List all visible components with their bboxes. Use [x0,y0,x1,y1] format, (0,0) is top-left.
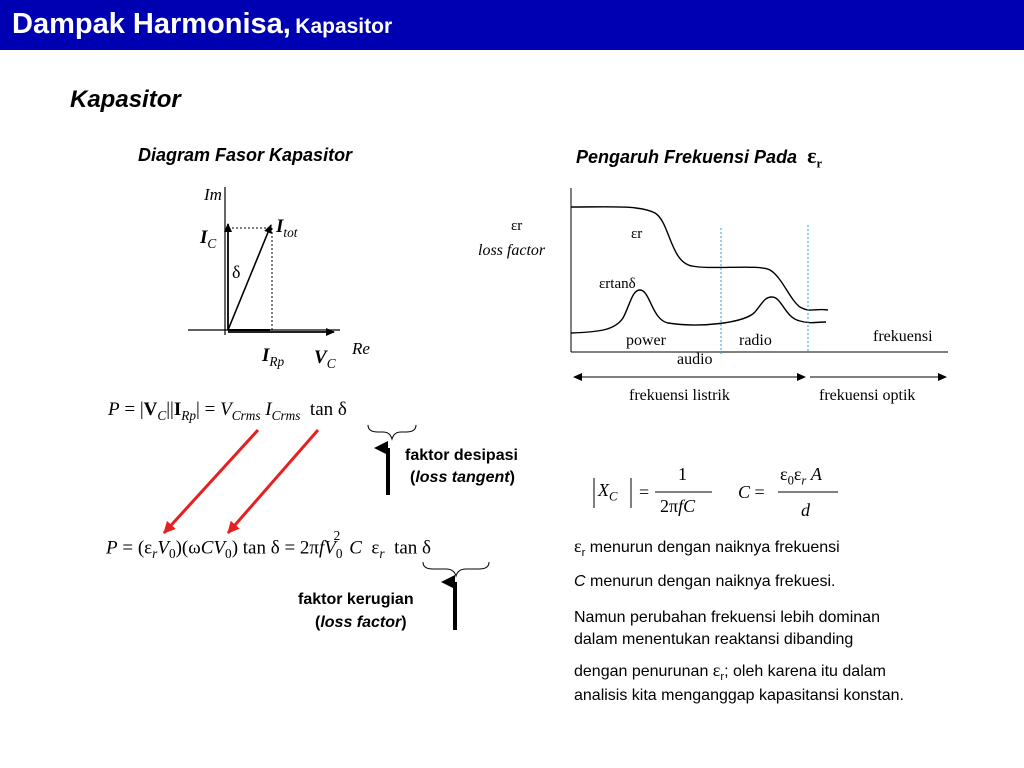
delta-angle-label: δ [232,262,241,282]
im-axis-label: Im [204,185,222,204]
xc-formula-left: $X_C$ [598,480,618,504]
c-numerator: $\varepsilon_0\varepsilon_r$ A [780,464,822,488]
red-arrow-left [164,430,258,533]
frequency-axis-label: frekuensi [873,328,933,345]
section-title: Kapasitor [70,86,181,113]
radio-peak-label: radio [739,332,772,349]
audio-label: audio [677,351,713,368]
ic-label: $I_C$ [200,227,217,251]
dissipation-factor-label: faktor desipasi [405,447,518,464]
red-arrow-right [228,430,318,533]
brace-tan-delta [368,425,416,439]
note-paragraph-line-4: analisis kita menganggap kapasitansi konstan. [574,687,904,704]
brace-er-tan-delta [423,562,489,576]
c-denominator: d [801,500,810,520]
freq-graph-title: Pengaruh Frekuensi Pada $\varepsilon_r$ [576,143,823,171]
xc-numerator: 1 [678,464,687,484]
er-curve [571,207,828,310]
note-paragraph-line-1: Namun perubahan frekuensi lebih dominan [574,609,880,626]
range-optik-label: frekuensi optik [819,387,916,404]
er-tan-delta-curve-label: εrtanδ [599,276,636,292]
re-axis-label: Re [352,339,370,358]
page-title-main: Dampak Harmonisa, [12,8,291,40]
phasor-diagram-title: Diagram Fasor Kapasitor [138,145,353,165]
note-paragraph-line-3: dengan penurunan $\varepsilon_r$; oleh karena itu dalam [574,660,886,684]
note-paragraph-line-2: dalam menentukan reaktansi dibanding [574,631,854,648]
y-axis-symbol: εr [511,218,523,234]
equation-power-1: $P = |V_C||I_{Rp}| = V_{Crms}$ $I_{Crms}$ tan δ [108,399,347,423]
note-line-1: $\varepsilon_r$ menurun dengan naiknya frekuensi [574,536,840,560]
loss-factor-sub: (loss factor) [315,614,407,631]
loss-factor-label: faktor kerugian [298,591,414,608]
vc-label: $V_C$ [314,347,336,371]
irp-label: $I_{Rp}$ [262,345,285,369]
er-curve-label: εr [631,226,643,242]
c-formula-left: C = [738,482,765,502]
xc-denominator: 2πfC [660,496,696,516]
xc-equals: = [639,482,650,502]
er-tan-delta-curve [571,290,826,333]
y-axis-label: loss factor [478,242,546,259]
itot-label: $I_{tot}$ [276,216,298,240]
range-listrik-label: frekuensi listrik [629,387,730,404]
page-title-sub: Kapasitor [295,15,393,38]
equation-power-2: $P = (\varepsilon_rV_0)(\omega CV_0)$ tan δ = 2πfV$_0^2$C $\varepsilon_r$ tan δ [106,528,431,562]
power-peak-label: power [626,332,666,349]
note-line-2: C menurun dengan naiknya frekuesi. [574,573,836,590]
dissipation-factor-sub: (loss tangent) [410,469,515,486]
